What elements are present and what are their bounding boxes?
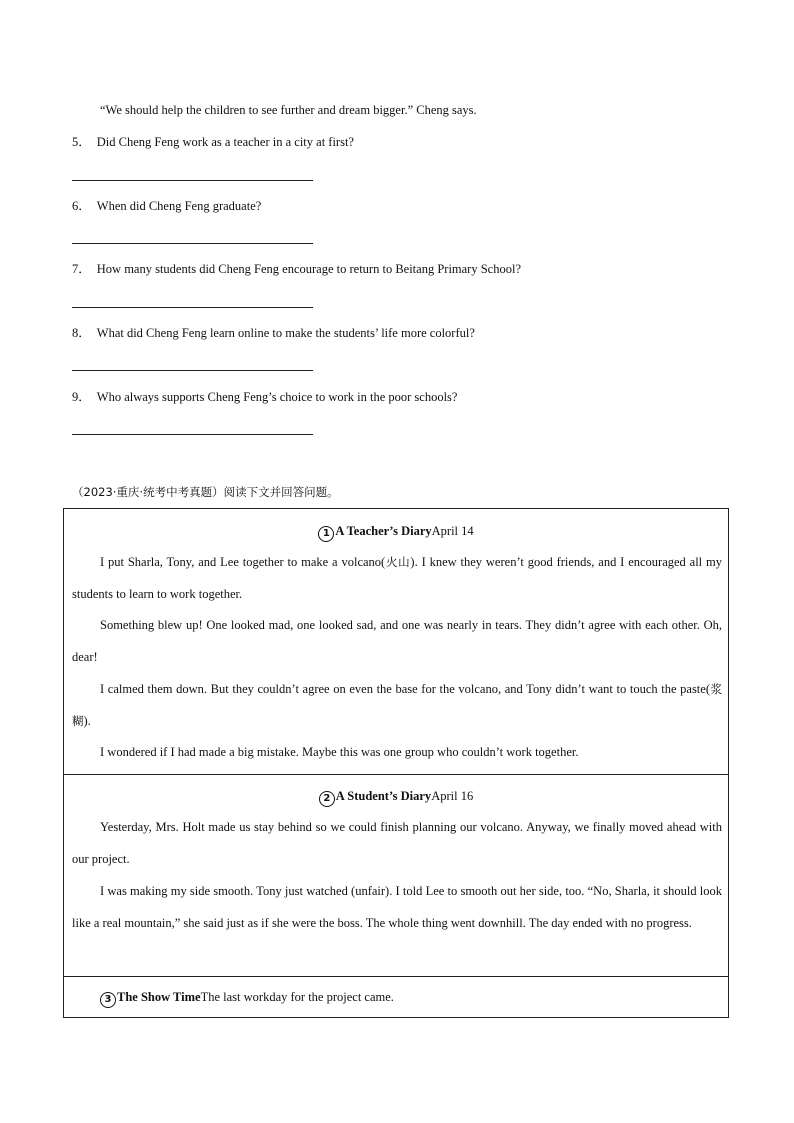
circled-number-3-icon: 3: [100, 992, 116, 1008]
student-diary-section: [64, 775, 728, 977]
answer-line-8[interactable]: [72, 370, 313, 371]
section-heading: A Student’s Diary: [335, 789, 432, 803]
exam-source-heading: （2023·重庆·统考中考真题）阅读下文并回答问题。: [72, 485, 339, 499]
question-number: 6．: [72, 199, 91, 213]
diary-passage-box: [63, 508, 729, 1018]
question-text: Who always supports Cheng Feng’s choice to work in the poor schools?: [96, 390, 458, 404]
paragraph: 3 The Show TimeThe last workday for the project came.: [100, 982, 722, 1013]
question-5: [72, 134, 354, 150]
teacher-diary-section: [64, 509, 728, 775]
chinese-gloss: 浆糊: [72, 682, 723, 728]
paragraph: I put Sharla, Tony, and Lee together to make a volcano(火山). I knew they weren’t good friends, and I encouraged all my students to learn to work together.: [72, 555, 722, 601]
answer-line-9[interactable]: [72, 434, 313, 435]
question-number: 8．: [72, 326, 91, 340]
question-number: 7．: [72, 262, 91, 276]
paragraph: I calmed them down. But they couldn’t agree on even the base for the volcano, and Tony didn’t want to touch the paste(浆糊).: [72, 682, 723, 728]
paragraph: Something blew up! One looked mad, one looked sad, and one was nearly in tears. They didn’t agree with each other. Oh, dear!: [72, 618, 722, 664]
section-heading: The Show Time: [117, 990, 201, 1004]
question-text: What did Cheng Feng learn online to make the students’ life more colorful?: [96, 326, 475, 340]
question-9: [72, 389, 457, 405]
section-title: [64, 788, 728, 807]
question-6: [72, 198, 261, 214]
question-text: Did Cheng Feng work as a teacher in a city at first?: [96, 135, 354, 149]
circled-number-1-icon: 1: [318, 526, 334, 542]
paragraph: I wondered if I had made a big mistake. Maybe this was one group who couldn’t work together.: [100, 745, 579, 759]
section-date: April 16: [431, 789, 474, 803]
question-number: 5．: [72, 135, 91, 149]
circled-number-2-icon: 2: [319, 791, 335, 807]
answer-line-7[interactable]: [72, 307, 313, 308]
question-number: 9．: [72, 390, 91, 404]
paragraph: I was making my side smooth. Tony just watched (unfair). I told Lee to smooth out her side, too. “No, Sharla, it should look like a real mountain,” she said just as if she were the boss. The whole thing went downhill. The day ended with no progress.: [72, 884, 722, 930]
passage-closing-quote: “We should help the children to see further and dream bigger.” Cheng says.: [100, 103, 477, 117]
answer-line-6[interactable]: [72, 243, 313, 244]
question-7: [72, 261, 521, 277]
question-text: How many students did Cheng Feng encourage to return to Beitang Primary School?: [96, 262, 521, 276]
show-time-section: [64, 977, 728, 1019]
section-title: [64, 523, 728, 542]
section-heading: A Teacher’s Diary: [335, 524, 432, 538]
question-text: When did Cheng Feng graduate?: [96, 199, 262, 213]
paragraph: Yesterday, Mrs. Holt made us stay behind so we could finish planning our volcano. Anyway, we finally moved ahead with our project.: [72, 820, 722, 866]
chinese-gloss: 火山: [385, 555, 411, 569]
answer-line-5[interactable]: [72, 180, 313, 181]
question-8: [72, 325, 475, 341]
section-date: April 14: [431, 524, 474, 538]
